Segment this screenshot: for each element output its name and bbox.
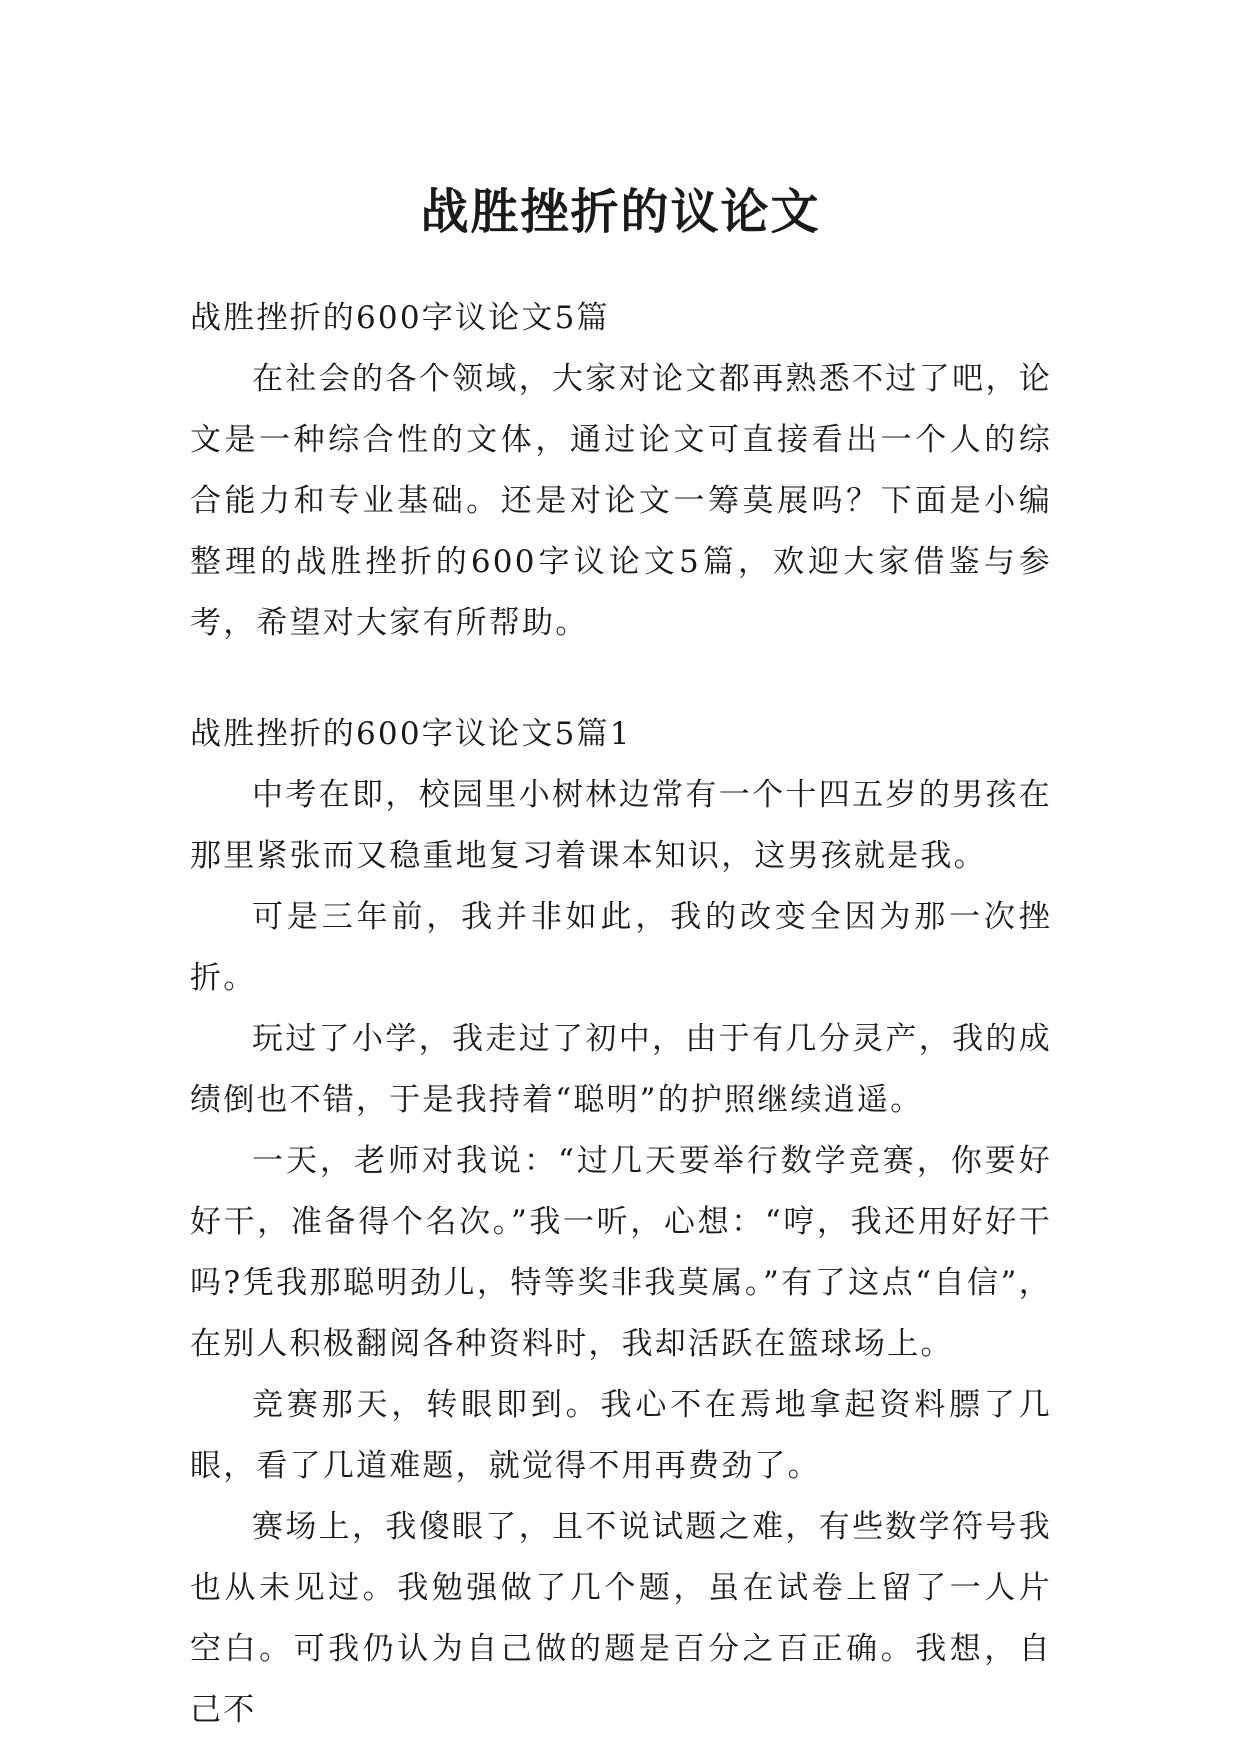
document-body bbox=[190, 288, 1052, 1741]
body-paragraph: 赛场上，我傻眼了，且不说试题之难，有些数学符号我也从未见过。我勉强做了几个题，虽在试卷上留了一人片空白。可我仍认为自己做的题是百分之百正确。我想，自己不 bbox=[190, 1509, 1052, 1728]
body-paragraph: 竞赛那天，转眼即到。我心不在焉地拿起资料膘了几眼，看了几道难题，就觉得不用再费劲了。 bbox=[190, 1387, 1052, 1484]
body-paragraph: 一天，老师对我说：“过几天要举行数学竞赛，你要好好干，准备得个名次。”我一听，心想：“哼，我还用好好干吗?凭我那聪明劲儿，特等奖非我莫属。”有了这点“自信”，在别人积极翻阅各种资料时，我却活跃在篮球场上。 bbox=[190, 1143, 1052, 1362]
subtitle: 战胜挫折的600字议论文5篇 bbox=[190, 300, 610, 336]
section-heading: 战胜挫折的600字议论文5篇1 bbox=[190, 716, 632, 752]
body-paragraph: 中考在即，校园里小树林边常有一个十四五岁的男孩在那里紧张而又稳重地复习着课本知识，这男孩就是我。 bbox=[190, 777, 1052, 874]
body-paragraph: 可是三年前，我并非如此，我的改变全因为那一次挫折。 bbox=[190, 899, 1052, 996]
document-title: 战胜挫折的议论文 bbox=[420, 184, 821, 241]
body-paragraph: 玩过了小学，我走过了初中，由于有几分灵产，我的成绩倒也不错，于是我持着“聪明”的护照继续逍遥。 bbox=[190, 1021, 1052, 1118]
intro-paragraph: 在社会的各个领域，大家对论文都再熟悉不过了吧，论文是一种综合性的文体，通过论文可直接看出一个人的综合能力和专业基础。还是对论文一筹莫展吗？下面是小编整理的战胜挫折的600字议论文5篇，欢迎大家借鉴与参考，希望对大家有所帮助。 bbox=[190, 361, 1052, 641]
section-spacer bbox=[190, 654, 1052, 704]
